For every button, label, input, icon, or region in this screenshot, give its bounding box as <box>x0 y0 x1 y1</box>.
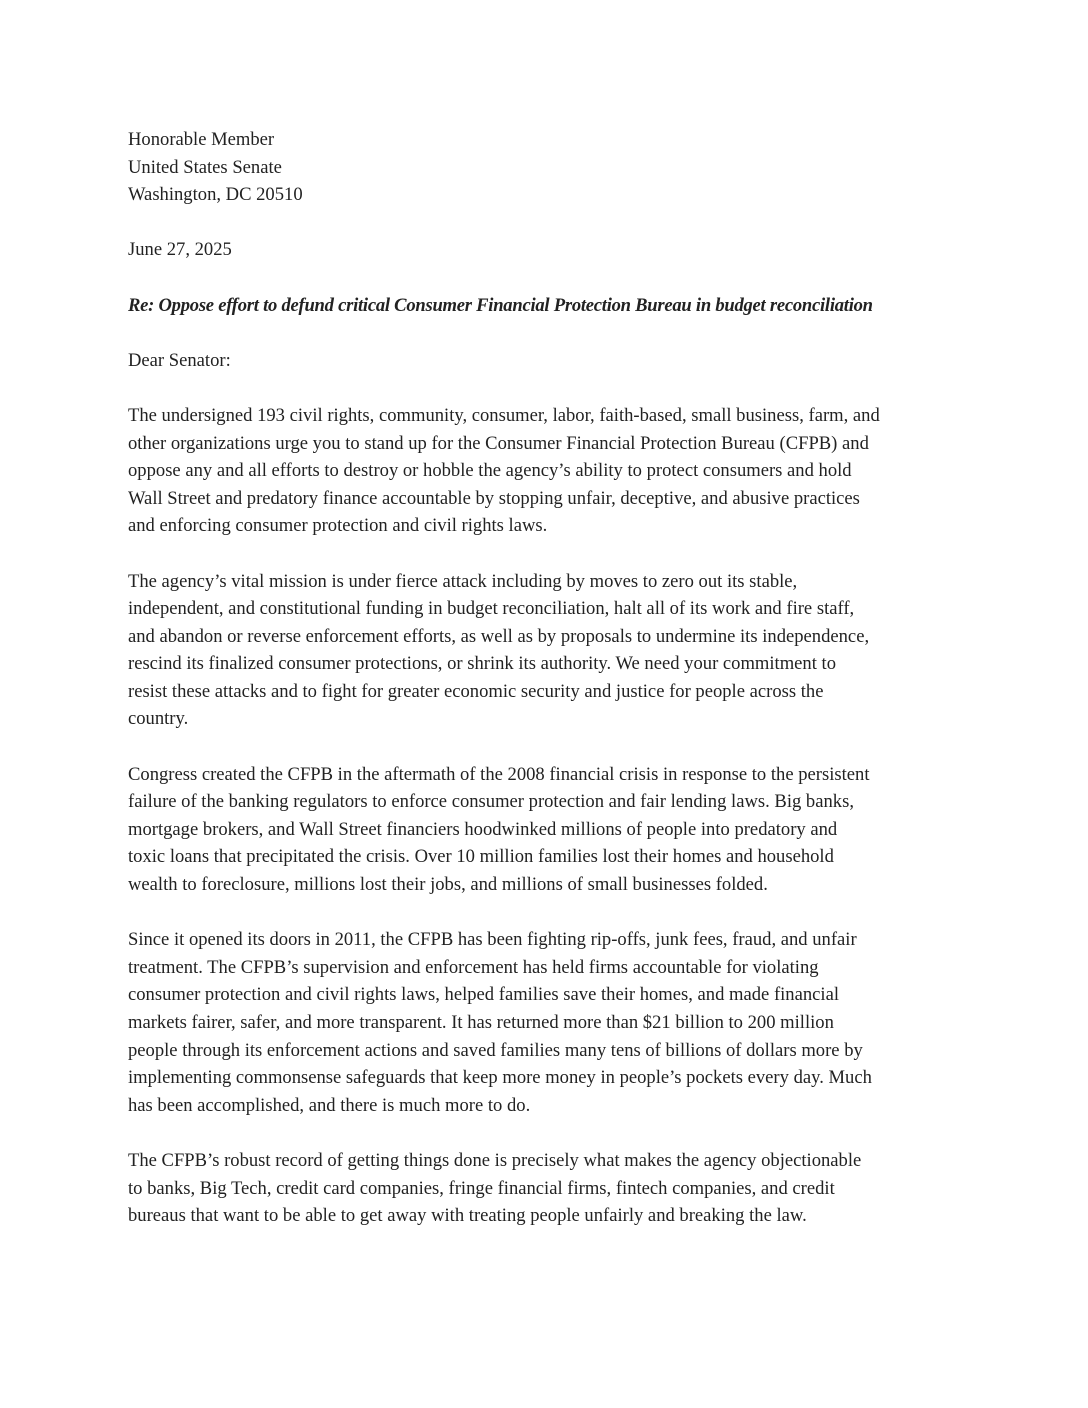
paragraph-line: markets fairer, safer, and more transparent. It has returned more than $21 billion to 200 million <box>128 1012 834 1033</box>
paragraph-line: consumer protection and civil rights laws, helped families save their homes, and made financial <box>128 984 839 1006</box>
recipient-name: Honorable Member <box>128 129 275 150</box>
paragraph-line: oppose any and all efforts to destroy or hobble the agency’s ability to protect consumers and hold <box>128 460 852 482</box>
paragraph-line: Congress created the CFPB in the aftermath of the 2008 financial crisis in response to the persistent <box>128 763 870 785</box>
paragraph-line: has been accomplished, and there is much more to do. <box>128 1094 531 1116</box>
paragraph-line: toxic loans that precipitated the crisis. Over 10 million families lost their homes and household <box>128 846 834 868</box>
paragraph-line: The undersigned 193 civil rights, community, consumer, labor, faith-based, small business, farm, and <box>128 404 880 426</box>
paragraph-line: treatment. The CFPB’s supervision and enforcement has held firms accountable for violating <box>128 956 819 978</box>
salutation: Dear Senator: <box>128 349 231 371</box>
paragraph-line: bureaus that want to be able to get away with treating people unfairly and breaking the law. <box>128 1205 807 1227</box>
paragraph-accomplishments <box>128 926 968 1119</box>
recipient-organization: United States Senate <box>128 156 282 178</box>
paragraph-line: and abandon or reverse enforcement efforts, as well as by proposals to undermine its independence, <box>128 625 870 647</box>
paragraph-intro <box>128 402 968 540</box>
paragraph-history <box>128 761 968 899</box>
paragraph-line: independent, and constitutional funding in budget reconciliation, halt all of its work and fire staff, <box>128 598 855 620</box>
recipient-city: Washington, DC 20510 <box>128 184 303 206</box>
paragraph-line: to banks, Big Tech, credit card companies, fringe financial firms, fintech companies, and credit <box>128 1177 835 1199</box>
paragraph-line: Since it opened its doors in 2011, the CFPB has been fighting rip-offs, junk fees, fraud, and unfair <box>128 929 857 951</box>
paragraph-line: wealth to foreclosure, millions lost their jobs, and millions of small businesses folded. <box>128 874 768 896</box>
paragraph-line: The CFPB’s robust record of getting things done is precisely what makes the agency objectionable <box>128 1149 862 1171</box>
recipient-address <box>128 126 968 209</box>
paragraph-line: failure of the banking regulators to enforce consumer protection and fair lending laws. Big banks, <box>128 791 854 813</box>
paragraph-line: The agency’s vital mission is under fierce attack including by moves to zero out its stable, <box>128 570 798 592</box>
paragraph-line: implementing commonsense safeguards that keep more money in people’s pockets every day. Much <box>128 1067 872 1089</box>
paragraph-line: country. <box>128 708 189 730</box>
paragraph-line: other organizations urge you to stand up for the Consumer Financial Protection Bureau (CFPB) and <box>128 432 869 454</box>
paragraph-line: people through its enforcement actions and saved families many tens of billions of dollars more by <box>128 1039 863 1061</box>
paragraph-line: mortgage brokers, and Wall Street financiers hoodwinked millions of people into predatory and <box>128 818 838 840</box>
letter-page <box>128 126 968 1230</box>
paragraph-mission <box>128 568 968 734</box>
paragraph-line: rescind its finalized consumer protections, or shrink its authority. We need your commitment to <box>128 653 837 675</box>
letter-date: June 27, 2025 <box>128 239 232 261</box>
paragraph-line: resist these attacks and to fight for greater economic security and justice for people across the <box>128 680 824 702</box>
paragraph-line: and enforcing consumer protection and civil rights laws. <box>128 515 548 537</box>
subject-line: Re: Oppose effort to defund critical Consumer Financial Protection Bureau in budget reconciliation <box>128 294 873 316</box>
paragraph-opposition <box>128 1147 968 1230</box>
paragraph-line: Wall Street and predatory finance accountable by stopping unfair, deceptive, and abusive practices <box>128 487 860 509</box>
